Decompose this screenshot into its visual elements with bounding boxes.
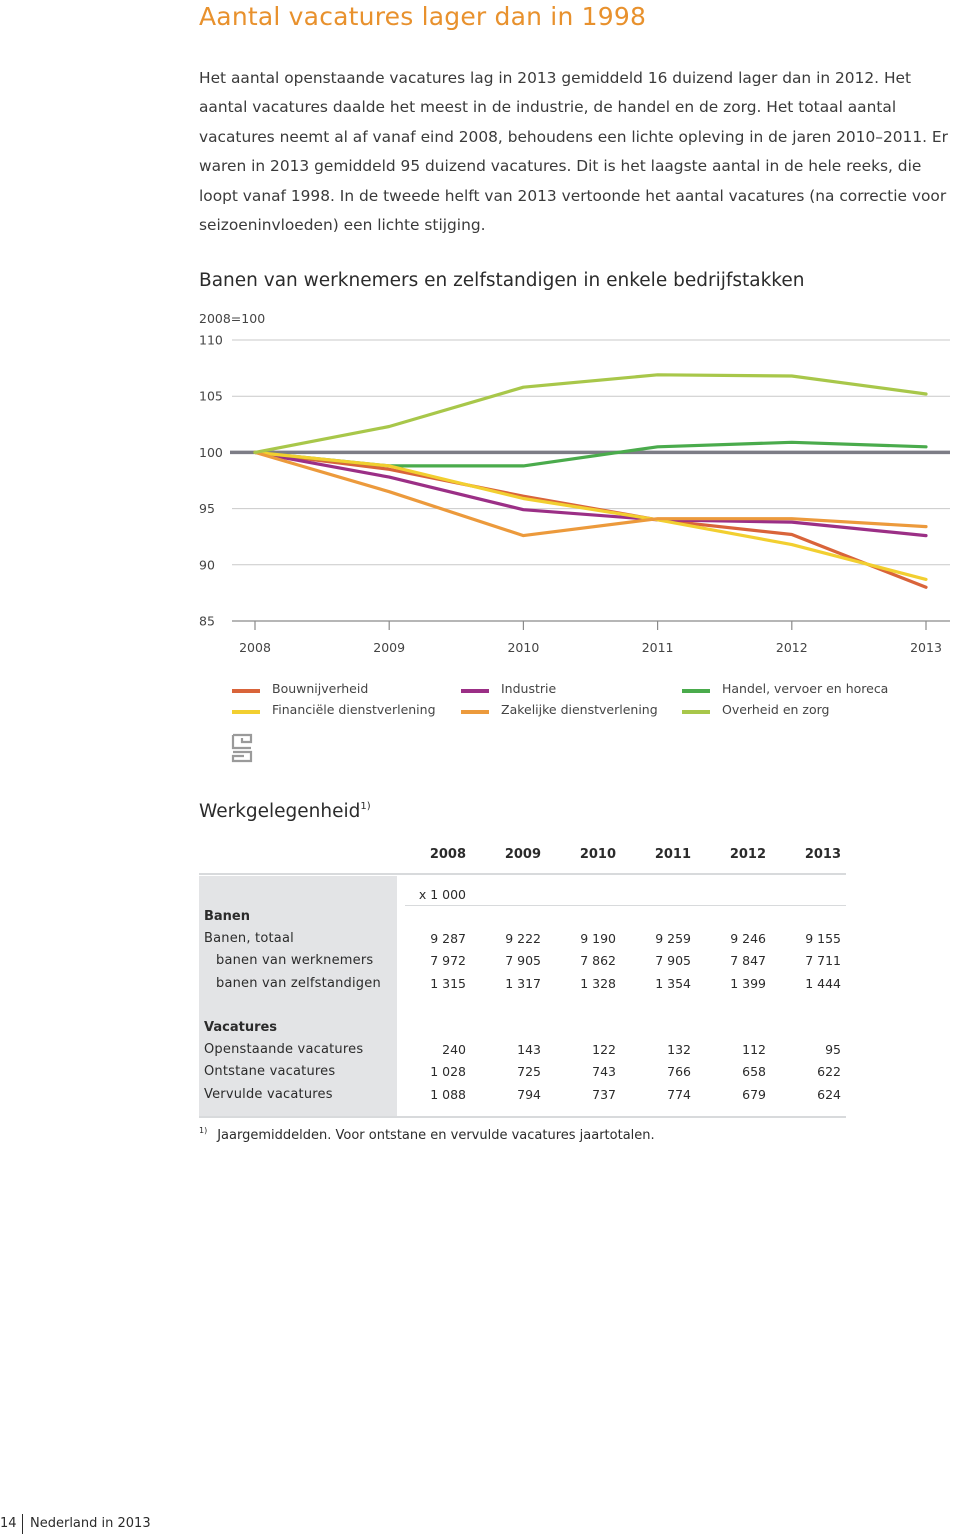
legend-label: Bouwnijverheid <box>272 681 369 696</box>
legend-label: Handel, vervoer en horeca <box>722 681 889 696</box>
table-cell: 766 <box>667 1064 691 1080</box>
footer-divider <box>22 1514 23 1534</box>
table-unit: x 1 000 <box>418 887 466 902</box>
table-row-label: Vervulde vacatures <box>204 1086 333 1102</box>
table-cell: 9 246 <box>730 931 766 947</box>
legend-label: Zakelijke dienstverlening <box>501 702 658 717</box>
table-year-header: 2008 <box>429 847 466 862</box>
table-cell: 95 <box>825 1042 841 1058</box>
y-tick-label: 110 <box>199 332 223 348</box>
table-cell: 1 028 <box>430 1064 466 1080</box>
y-tick-label: 90 <box>199 557 215 573</box>
table-cell: 1 088 <box>430 1086 466 1102</box>
table-cell: 112 <box>742 1042 766 1058</box>
legend-swatch <box>461 710 489 714</box>
table-title-note: 1) <box>360 801 371 812</box>
line-chart <box>0 0 960 680</box>
table-cell: 7 972 <box>430 953 466 969</box>
table-cell: 122 <box>592 1042 616 1058</box>
x-tick-label: 2013 <box>910 640 942 655</box>
table-section-label: Vacatures <box>204 1020 278 1035</box>
footnote <box>199 1126 655 1143</box>
table-cell: 143 <box>517 1042 541 1058</box>
table-year-header: 2013 <box>804 847 841 862</box>
table-row-label: Openstaande vacatures <box>204 1042 364 1058</box>
table-cell: 9 222 <box>505 931 541 947</box>
table-cell: 132 <box>667 1042 691 1058</box>
table-cell: 1 328 <box>580 975 616 991</box>
table-section-label: Banen <box>204 909 251 924</box>
y-tick-label: 105 <box>199 388 223 404</box>
table-cell: 725 <box>517 1064 541 1080</box>
table-cell: 7 862 <box>580 953 616 969</box>
legend-swatch <box>682 689 710 693</box>
legend-swatch <box>461 689 489 693</box>
footnote-text: Jaargemiddelden. Voor ontstane en vervulde vacatures jaartotalen. <box>217 1128 655 1143</box>
page-heading: Aantal vacatures lager dan in 1998 <box>199 2 647 31</box>
cbs-logo-icon <box>231 733 253 763</box>
legend-label: Financiële dienstverlening <box>272 702 436 717</box>
table-cell: 240 <box>442 1042 466 1058</box>
y-tick-label: 95 <box>199 501 215 517</box>
table-year-header: 2011 <box>654 847 691 862</box>
table-year-header: 2010 <box>579 847 616 862</box>
table-cell: 1 354 <box>655 975 691 991</box>
table-cell: 1 399 <box>730 975 766 991</box>
series-line <box>255 375 926 453</box>
table-cell: 658 <box>742 1064 766 1080</box>
table-year-header: 2009 <box>504 847 541 862</box>
publication-title: Nederland in 2013 <box>30 1516 151 1531</box>
table-row-label: banen van zelfstandigen <box>216 975 381 991</box>
legend-swatch <box>682 710 710 714</box>
table-bottom-rule <box>199 1116 846 1118</box>
table-cell: 624 <box>817 1086 841 1102</box>
y-axis-label: 2008=100 <box>199 311 266 326</box>
x-tick-label: 2012 <box>775 640 808 655</box>
table-year-header: 2012 <box>729 847 766 862</box>
legend-swatch <box>232 710 260 714</box>
legend-swatch <box>232 689 260 693</box>
intro-paragraph: Het aantal openstaande vacatures lag in 2013 gemiddeld 16 duizend lager dan in 2012. Het aantal vacatures daalde het meest in de industrie, de handel en de zorg. Het totaal aantal vacatures neemt al af vanaf eind 2008, behoudens een lichte opleving in de jaren 2010–2011. Er waren in 2013 gemiddeld 95 duizend vacatures. Dit is het laagste aantal in de hele reeks, die loopt vanaf 1998. In de tweede helft van 2013 vertoonde het aantal vacatures (na correctie voor seizoeninvloeden) een lichte stijging. <box>199 69 948 235</box>
footnote-marker: 1) <box>199 1126 208 1135</box>
table-cell: 7 905 <box>655 953 691 969</box>
table-cell: 9 287 <box>430 931 466 947</box>
table-cell: 1 315 <box>430 975 466 991</box>
chart-legend <box>232 680 932 724</box>
table-title: Werkgelegenheid$^{1)}$ <box>199 801 371 822</box>
table-cell: 743 <box>592 1064 616 1080</box>
chart-title: Banen van werknemers en zelfstandigen in enkele bedrijfstakken <box>199 270 805 291</box>
table-cell: 9 259 <box>655 931 691 947</box>
x-tick-label: 2010 <box>507 640 540 655</box>
table-cell: 679 <box>742 1086 766 1102</box>
legend-label: Overheid en zorg <box>722 702 830 717</box>
table-cell: 9 155 <box>805 931 841 947</box>
table-cell: 1 444 <box>805 975 841 991</box>
table-cell: 737 <box>592 1086 616 1102</box>
table-cell: 774 <box>667 1086 691 1102</box>
table-cell: 622 <box>817 1064 841 1080</box>
table-header-rule <box>199 873 846 875</box>
y-tick-label: 100 <box>199 444 223 460</box>
table-row-label: Ontstane vacatures <box>204 1064 336 1080</box>
table-cell: 1 317 <box>505 975 541 991</box>
table-cell: 9 190 <box>580 931 616 947</box>
x-tick-label: 2011 <box>641 640 674 655</box>
table-row-label: Banen, totaal <box>204 931 294 947</box>
table-cell: 7 905 <box>505 953 541 969</box>
legend-label: Industrie <box>501 681 557 696</box>
table-cell: 794 <box>517 1086 541 1102</box>
y-tick-label: 85 <box>199 613 215 629</box>
x-tick-label: 2009 <box>373 640 406 655</box>
x-tick-label: 2008 <box>239 640 271 655</box>
table-unit-rule <box>405 905 846 906</box>
table-cell: 7 847 <box>730 953 766 969</box>
table-cell: 7 711 <box>805 953 841 969</box>
page-number: 14 <box>0 1516 17 1531</box>
table-row-label: banen van werknemers <box>216 953 374 969</box>
